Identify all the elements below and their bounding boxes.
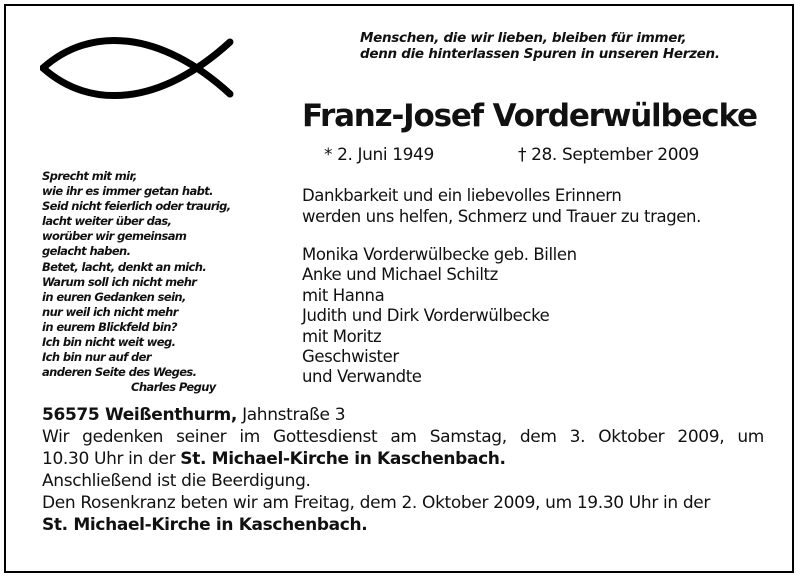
poem-line: nur weil ich nicht mehr xyxy=(42,304,178,319)
service-word: dem xyxy=(519,427,557,447)
service-info xyxy=(42,404,764,536)
service-word: gedenken xyxy=(82,427,164,447)
motto-line: denn die hinterlassen Spuren in unseren Herzen. xyxy=(360,46,720,62)
poem-author: Charles Peguy xyxy=(131,380,216,395)
address-street: Jahnstraße 3 xyxy=(242,405,346,425)
motto-line: Menschen, die wir lieben, bleiben für immer, xyxy=(360,30,687,46)
poem-line: worüber wir gemeinsam xyxy=(42,229,187,244)
address-line xyxy=(42,404,764,426)
service-word: seiner xyxy=(176,427,227,447)
poem-line: in eurem Blickfeld bin? xyxy=(42,319,177,334)
gratitude-text xyxy=(302,186,701,227)
service-word: Gottesdienst xyxy=(273,427,378,447)
service-word: 3. xyxy=(569,427,586,447)
poem-line: Warum soll ich nicht mehr xyxy=(42,274,197,289)
service-line-2 xyxy=(42,448,764,470)
rosary-line: Den Rosenkranz beten wir am Freitag, dem 2. Oktober 2009, um 19.30 Uhr in der xyxy=(42,493,711,513)
mourner: mit Moritz xyxy=(302,326,382,346)
death-date: † 28. September 2009 xyxy=(518,145,699,165)
motto-quote xyxy=(360,30,780,62)
mourner: Monika Vorderwülbecke geb. Billen xyxy=(302,245,577,264)
mourners-list xyxy=(302,245,577,388)
service-word: am xyxy=(390,427,417,447)
poem-line: in euren Gedanken sein, xyxy=(42,289,186,304)
mourner: und Verwandte xyxy=(302,367,422,387)
poem-line: gelacht haben. xyxy=(42,244,131,259)
service-word: 2009, xyxy=(677,427,725,447)
poem-line: lacht weiter über das, xyxy=(42,214,172,229)
poem-line: Ich bin nur auf der xyxy=(42,350,151,365)
rosary-church: St. Michael-Kirche in Kaschenbach. xyxy=(42,515,368,535)
service-word: Wir xyxy=(42,427,70,447)
service-line-1 xyxy=(42,426,764,448)
poem xyxy=(42,169,231,395)
gratitude-line: werden uns helfen, Schmerz und Trauer zu tragen. xyxy=(302,206,701,226)
poem-line: Ich bin nicht weit weg. xyxy=(42,335,176,350)
poem-line: Betet, lacht, denkt an mich. xyxy=(42,259,207,274)
burial-line: Anschließend ist die Beerdigung. xyxy=(42,471,311,491)
ichthys-fish-icon xyxy=(40,36,234,100)
service-word: im xyxy=(239,427,260,447)
mourner: Geschwister xyxy=(302,347,399,367)
service-word: Samstag, xyxy=(429,427,507,447)
birth-date: * 2. Juni 1949 xyxy=(324,145,434,165)
mourner: Anke und Michael Schiltz xyxy=(302,265,498,285)
rosary-church-line xyxy=(42,514,764,536)
mourner: Judith und Dirk Vorderwülbecke xyxy=(302,306,550,326)
service-word: um xyxy=(737,427,764,447)
gratitude-line: Dankbarkeit und ein liebevolles Erinnern xyxy=(302,186,622,205)
service-word: Oktober xyxy=(598,427,665,447)
deceased-name: Franz-Josef Vorderwülbecke xyxy=(302,98,757,134)
address-city: 56575 Weißenthurm, xyxy=(42,405,238,425)
poem-line: wie ihr es immer getan habt. xyxy=(42,184,213,199)
poem-line: anderen Seite des Weges. xyxy=(42,365,197,380)
service-time: 10.30 Uhr in der xyxy=(42,449,176,469)
poem-line: Seid nicht feierlich oder traurig, xyxy=(42,199,231,214)
mourner: mit Hanna xyxy=(302,285,385,305)
poem-line: Sprecht mit mir, xyxy=(42,169,137,183)
service-church: St. Michael-Kirche in Kaschenbach. xyxy=(180,449,506,469)
